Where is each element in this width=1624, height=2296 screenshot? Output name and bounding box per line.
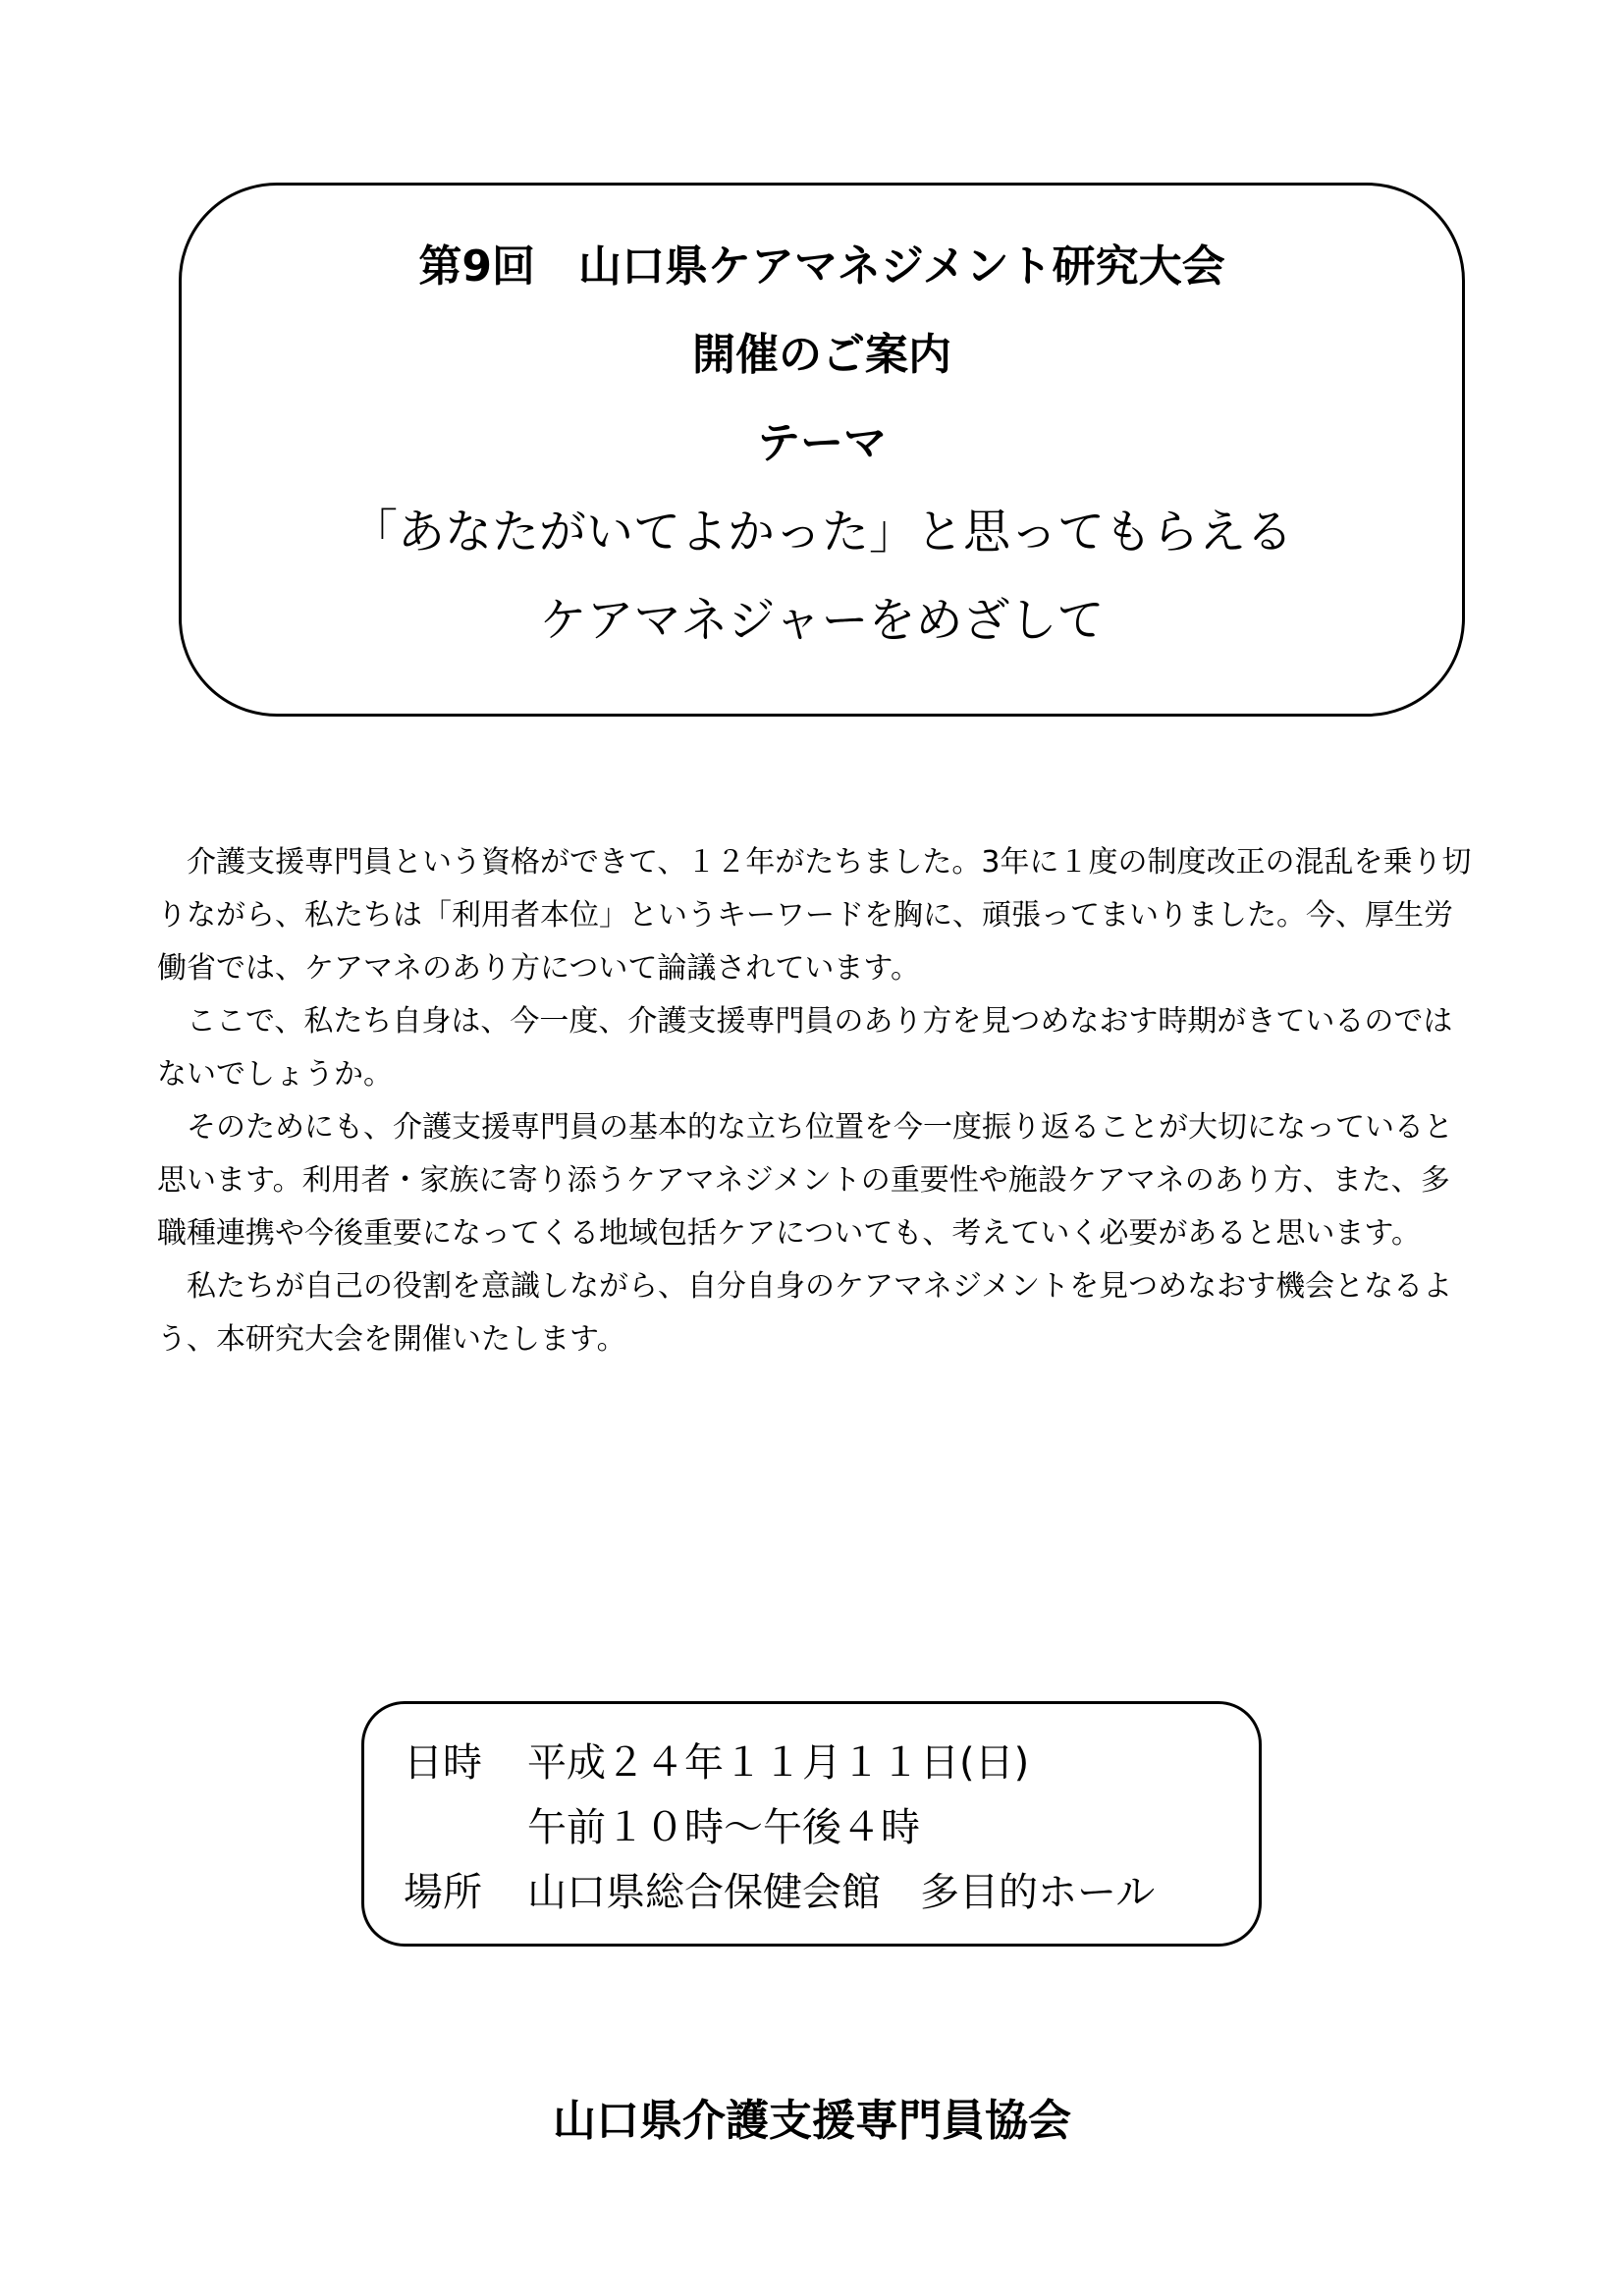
theme-line-1: 「あなたがいてよかった」と思ってもらえる	[350, 505, 1293, 560]
place-label: 場所	[404, 1870, 482, 1915]
title-box	[179, 183, 1465, 717]
paragraph-2: ここで、私たち自身は、今一度、介護支援専門員のあり方を見つめなおす時期がきているのではないでしょうか。	[157, 1004, 1453, 1092]
paragraph-4: 私たちが自己の役割を意識しながら、自分自身のケアマネジメントを見つめなおす機会となるよう、本研究大会を開催いたします。	[157, 1269, 1453, 1357]
date-label: 日時	[404, 1740, 482, 1786]
organization-name: 山口県介護支援専門員協会	[553, 2096, 1071, 2146]
event-title: 第9回 山口県ケアマネジメント研究大会	[418, 241, 1225, 292]
paragraph-1: 介護支援専門員という資格ができて、１２年がたちました。3年に１度の制度改正の混乱を乗り切りながら、私たちは「利用者本位」というキーワードを胸に、頑張ってまいりました。今、厚生労働省では、ケアマネのあり方について論議されています。	[157, 845, 1472, 986]
place-value: 山口県総合保健会館 多目的ホール	[527, 1870, 1156, 1915]
date-value: 平成２４年１１月１１日(日)	[527, 1740, 1030, 1786]
theme-line-2: ケアマネジャーをめざして	[539, 593, 1105, 648]
theme-label: テーマ	[757, 418, 887, 468]
time-value: 午前１０時～午後４時	[527, 1805, 920, 1850]
body-text	[157, 836, 1473, 1366]
announcement-subtitle: 開催のご案内	[692, 330, 951, 380]
event-info-box	[361, 1701, 1262, 1947]
paragraph-3: そのためにも、介護支援専門員の基本的な立ち位置を今一度振り返ることが大切になっていると思います。利用者・家族に寄り添うケアマネジメントの重要性や施設ケアマネのあり方、また、多職種連携や今後重要になってくる地域包括ケアについても、考えていく必要があると思います。	[157, 1110, 1453, 1251]
